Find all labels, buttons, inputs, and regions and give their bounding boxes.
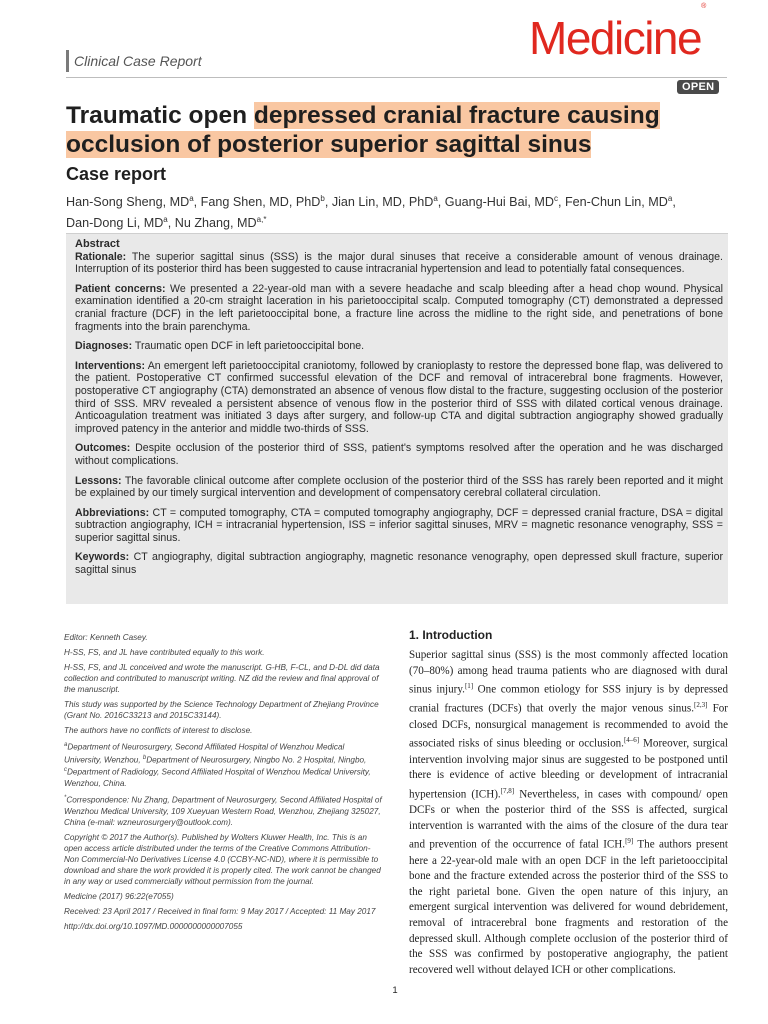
section-bar: [66, 50, 69, 72]
abstract-label: Abbreviations:: [75, 506, 150, 519]
abstract-label: Patient concerns:: [75, 282, 166, 295]
correspondence-text: Correspondence: Nu Zhang, Department of Neurosurgery, Second Affiliated Hospital of Wenzhou Medical University, 109 Xueyuan Western Road, Wenzhou, Zhejiang 325027, China (e-mail: wzneurosurgery@outlook.com).: [64, 795, 382, 827]
abstract-label: Lessons:: [75, 474, 122, 487]
abstract: [75, 238, 723, 584]
abstract-text: Traumatic open DCF in left parietooccipital bone.: [132, 340, 365, 353]
abstract-text: We presented a 22-year-old man with a severe headache and scalp bleeding after a head chop wound. Physical examination identified a 20-cm straight laceration in his parietooccipital scalp. Computed tomography (CT) demonstrated a depressed cranial fracture (DCF) in the left parietooccipital bone, a fracture line across the midline to the right side, and penetrations of bone fragments into the brain parenchyma.: [75, 282, 723, 333]
abstract-text: The favorable clinical outcome after complete occlusion of the posterior third of the SSS has rarely been reported and it might be explained by our timely surgical intervention and development of compensatory cerebral collateral circulation.: [75, 474, 723, 500]
introduction-body: [409, 648, 728, 978]
abstract-label: Interventions:: [75, 359, 146, 372]
abstract-text: An emergent left parietooccipital craniotomy, followed by cranioplasty to restore the depressed bone flap, was delivered to the patient. Postoperative CT confirmed successful elevation of the DCF and removal of intracerebral bone fragments. However, postoperative CT angiography (CTA) demonstrated an absence of venous flow distal to the fracture, suggesting occlusion of the posterior third of SSS. MRV revealed a persistent absence of venous flow in the posterior third of SSS with dilated cortical venous drainage. Anticoagulation treatment was initiated 3 days after surgery, and follow-up CTA and digital subtraction angiography showed gradually improved patency in the anterior and middle two-thirds of SSS.: [75, 359, 723, 435]
affiliation-text: Department of Neurosurgery, Ningbo No. 2 Hospital, Ningbo,: [146, 755, 367, 765]
dates-note: Received: 23 April 2017 / Received in final form: 9 May 2017 / Accepted: 11 May 2017: [64, 906, 376, 916]
doi-link[interactable]: http://dx.doi.org/10.1097/MD.0000000000007055: [64, 921, 243, 931]
copyright-note: Copyright © 2017 the Author(s). Published by Wolters Kluwer Health, Inc. This is an open access article distributed under the terms of the Creative Commons Attribution-Non Commercial-No Derivatives License 4.0 (CCBY-NC-ND), where it is permissible to download and share the work provided it is properly cited. The work cannot be changed in any way or used commercially without permission from the journal.: [64, 832, 381, 886]
abstract-outcomes: [75, 442, 723, 467]
conflicts-note: The authors have no conflicts of interest to disclose.: [64, 726, 253, 735]
affiliations-note: [64, 740, 384, 789]
journal-name: Medicine: [529, 12, 702, 64]
author-list: Han-Song Sheng, $MD^a$, Fang Shen, MD, PhD$^b$, Jian Lin, MD, PhD$^a$, Guang-Hui Bai, $MD^c$, Fen-Chun Lin, $MD^a$, Dan-Dong Li, $MD^a$, Nu Zhang, $MD^{a,*}$: [66, 194, 676, 231]
editor-note: Editor: Kenneth Casey.: [64, 633, 148, 642]
title-highlight-2: occlusion of posterior superior sagittal sinus: [66, 131, 592, 158]
abstract-rationale: [75, 251, 723, 276]
page-number: 1: [392, 985, 398, 996]
contributions-note: H-SS, FS, and JL conceived and wrote the manuscript. G-HB, F-CL, and D-DL did data collection and contributed to manuscript writing. NZ did the review and final approval of the manuscript.: [64, 663, 380, 694]
body-text: The authors present here a 22-year-old male with an open DCF in the left parietooccipital bone and the fracture extended across the posterior third of the SSS to the right parietal bone. Given the open nature of this injury, an emergent surgical intervention was delivered for wound debridement, removal of intracerebral bone fragments and restoration of the depressed skull. Although complete occlusion of the posterior third of the SSS was confirmed by postoperative angiography, the patient recovered well without delayed ICH or other complications.: [409, 838, 728, 976]
affiliation-mark: a: [667, 194, 673, 203]
abstract-text: CT = computed tomography, CTA = computed tomography angiography, DCF = depressed cranial fracture, DSA = digital subtraction angiography, ICH = intracranial hypertension, ISS = inferior sagittal sinuses, MRV = magnetic resonance venography, SSS = superior sagittal sinus.: [75, 506, 723, 544]
affiliation-mark: a: [189, 194, 194, 203]
abstract-label: Rationale:: [75, 250, 127, 263]
section-label: Clinical Case Report: [74, 53, 202, 69]
author-name: Fen-Chun Lin, MD: [564, 195, 668, 210]
abstract-label: Diagnoses:: [75, 340, 133, 353]
affiliation-mark: a,*: [256, 215, 267, 225]
abstract-abbreviations: [75, 507, 723, 545]
affiliation-mark: c: [553, 194, 558, 203]
body-text: Superior sagittal sinus (SSS) is the most commonly affected location (70–80%) among head trauma patients who are diagnosed with dural sinus injury.: [409, 649, 728, 696]
affiliation-mark: c: [64, 767, 67, 774]
body-text: Nevertheless, in cases with compound/ open DCFs or when the posterior third of the SSS is affected, surgical intervention is warranted with the aims of the closure of the dura tear and prevention of the occurrence of fatal ICH.: [409, 788, 728, 851]
body-text: One common etiology for SSS injury is by depressed cranial fractures (DCFs) that overly the major venous sinus.: [409, 683, 728, 716]
equal-contribution-note: H-SS, FS, and JL have contributed equally to this work.: [64, 648, 265, 657]
abstract-heading: Abstract: [75, 238, 120, 250]
correspondence-mark: *: [64, 795, 67, 802]
journal-logo: [529, 2, 707, 64]
author-name: Guang-Hui Bai, MD: [444, 195, 554, 210]
author-name: Fang Shen, MD, PhD: [200, 195, 321, 210]
abstract-text: Despite occlusion of the posterior third of SSS, patient's symptoms resolved after the operation and he was discharged without complications.: [75, 442, 723, 467]
citation-ref[interactable]: [4–6]: [623, 736, 640, 745]
affiliation-mark: a: [163, 215, 168, 225]
affiliation-mark: a: [64, 742, 68, 748]
author-name: Han-Song Sheng, MD: [66, 195, 190, 210]
citation-note: Medicine (2017) 96:22(e7055): [64, 891, 174, 901]
funding-note: This study was supported by the Science Technology Department of Zhejiang Province (Grant No. 2016C33213 and 2015C33144).: [64, 700, 379, 720]
introduction-heading: 1. Introduction: [409, 628, 493, 642]
citation-ref[interactable]: [2,3]: [694, 701, 708, 710]
registered-mark: ®: [701, 2, 707, 10]
author-name: Nu Zhang, MD: [174, 216, 257, 231]
abstract-interventions: [75, 360, 723, 436]
abstract-label: Keywords:: [75, 551, 130, 564]
title-plain: Traumatic open: [66, 102, 254, 129]
body-text: For closed DCFs, nonsurgical management is recommended to avoid the associated risks of sinus bleeding or occlusion.: [409, 703, 728, 751]
header-rule: [66, 77, 727, 78]
title-highlight-1: depressed cranial fracture causing: [253, 102, 660, 129]
article-subtitle: Case report: [66, 164, 167, 184]
citation-ref[interactable]: [7,8]: [500, 786, 515, 795]
citation-ref[interactable]: [9]: [625, 837, 634, 846]
abstract-lessons: [75, 475, 723, 500]
abstract-patient-concerns: [75, 283, 723, 333]
body-text: Moreover, surgical intervention involving major sinus are suggested to be postponed until there is evidence of active bleeding or development of intracranial hypertension (ICH).: [409, 738, 728, 801]
affiliation-mark: b: [142, 754, 147, 761]
affiliation-text: Department of Radiology, Second Affiliated Hospital of Wenzhou Medical University, Wenzhou, China.: [64, 768, 371, 789]
abstract-label: Outcomes:: [75, 442, 131, 455]
citation-ref[interactable]: [1]: [464, 682, 474, 691]
open-access-badge: OPEN: [677, 80, 719, 94]
author-name: Dan-Dong Li, MD: [66, 216, 164, 231]
article-footnotes: [64, 632, 384, 936]
abstract-keywords: [75, 551, 723, 576]
affiliation-mark: b: [320, 194, 325, 203]
affiliation-mark: a: [433, 194, 438, 203]
article-title: [66, 101, 736, 159]
abstract-diagnoses: [75, 340, 723, 353]
abstract-text: The superior sagittal sinus (SSS) is the major dural sinuses that receive a considerable amount of venous drainage. Interruption of its posterior third has been suggested to cause intracranial hypertension and lead to potentially fatal consequences.: [75, 250, 723, 276]
abstract-text: CT angiography, digital subtraction angiography, magnetic resonance venography, open depressed skull fracture, superior sagittal sinus: [75, 551, 723, 577]
correspondence-note: [64, 793, 384, 828]
affiliation-text: Department of Neurosurgery, Second Affiliated Hospital of Wenzhou Medical University, Wenzhou,: [64, 742, 345, 765]
author-name: Jian Lin, MD, PhD: [331, 195, 434, 210]
